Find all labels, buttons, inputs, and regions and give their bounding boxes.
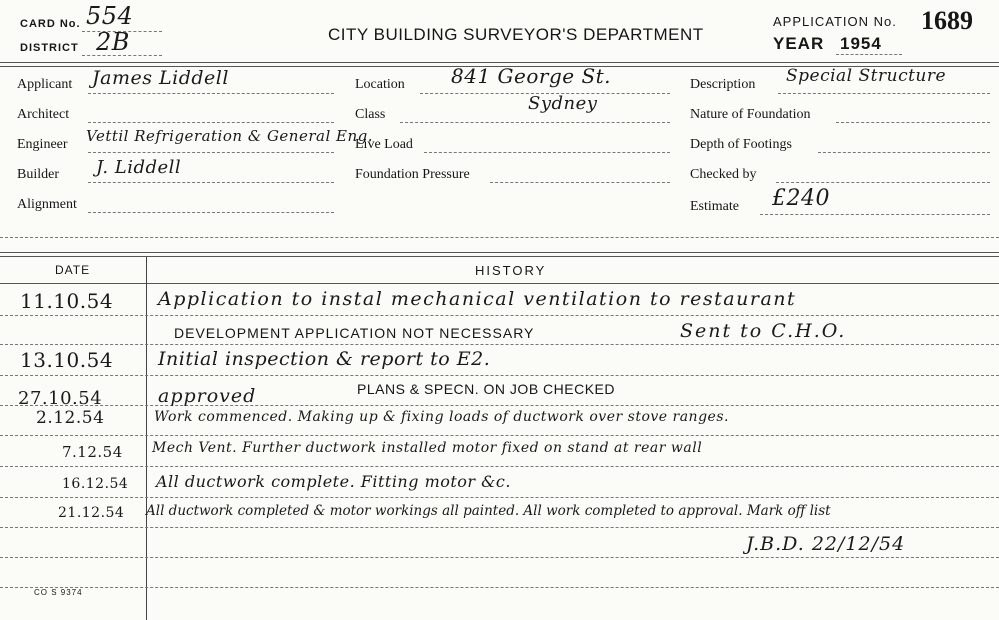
description-label: Description [690,77,756,92]
history-text: Work commenced. Making up & fixing loads of ductwork over stove ranges. [154,409,729,425]
details-bottom-dash [0,237,999,238]
history-date: 13.10.54 [20,348,114,372]
year-label: YEAR [773,34,825,53]
year-value: 1954 [840,34,882,53]
builder-value: J. Liddell [96,157,182,178]
history-text: All ductwork completed & motor workings all painted. All work completed to approval. Mark off list [146,503,831,519]
history-text: Mech Vent. Further ductwork installed motor fixed on stand at rear wall [152,440,703,456]
foundation-pressure-label: Foundation Pressure [355,167,470,182]
location-value: 841 George St. [451,64,612,88]
history-row-line [0,315,999,316]
details-bottom-rule-2 [0,256,999,257]
architect-line [88,122,334,123]
class-value: Sydney [528,93,598,114]
history-row-line [0,344,999,345]
estimate-value: £240 [772,186,830,211]
class-label: Class [355,107,386,122]
district-line [82,55,162,56]
date-column-divider [146,257,147,620]
development-stamp: DEVELOPMENT APPLICATION NOT NECESSARY [174,325,535,341]
architect-label: Architect [17,107,70,122]
history-row-line [0,497,999,498]
details-top-rule [0,62,999,63]
description-value: Special Structure [786,66,947,86]
details-bottom-rule [0,252,999,253]
builder-label: Builder [17,167,59,182]
history-text: Application to instal mechanical ventilation to restaurant [158,288,797,310]
history-text: All ductwork complete. Fitting motor &c. [156,472,511,491]
history-date: 11.10.54 [20,289,114,313]
alignment-label: Alignment [17,197,77,212]
checked-by-label: Checked by [690,167,757,182]
checked-by-line [776,182,990,183]
history-header: HISTORY [475,263,547,278]
card-no-label: CARD No. [20,18,81,30]
department-title: CITY BUILDING SURVEYOR'S DEPARTMENT [328,25,704,44]
year-line [836,54,902,55]
foundation-pressure-line [490,182,670,183]
class-line [400,122,670,123]
live-load-line [424,152,670,153]
history-row-line [0,587,999,588]
description-line [778,93,990,94]
applicant-value: James Liddell [92,67,229,89]
depth-of-footings-line [818,152,990,153]
history-date: 2.12.54 [36,408,105,428]
plans-stamp: PLANS & SPECN. ON JOB CHECKED [357,381,616,397]
signature: J.B.D. 22/12/54 [746,533,906,555]
history-row-line [0,527,999,528]
location-label: Location [355,77,405,92]
form-code: CO S 9374 [34,588,83,597]
history-date: 21.12.54 [58,505,125,521]
history-row-line [0,375,999,376]
engineer-label: Engineer [17,137,68,152]
history-text: approved [158,385,257,407]
history-row-line [0,435,999,436]
applicant-line [88,93,334,94]
estimate-line [760,214,990,215]
history-date: 16.12.54 [62,476,129,492]
applicant-label: Applicant [17,77,73,92]
history-text: Initial inspection & report to E2. [158,348,491,370]
application-no-label: APPLICATION No. [773,14,897,29]
history-text: Sent to C.H.O. [680,320,847,342]
history-header-rule [0,283,999,284]
live-load-label: Live Load [355,137,413,152]
estimate-label: Estimate [690,199,739,214]
card-no-value: 554 [86,2,134,30]
nature-of-foundation-label: Nature of Foundation [690,107,811,122]
engineer-line [88,152,334,153]
history-date: 7.12.54 [62,443,123,461]
district-label: DISTRICT [20,42,79,54]
depth-of-footings-label: Depth of Footings [690,137,792,152]
history-row-line [0,557,999,558]
builder-line [88,182,334,183]
nature-of-foundation-line [836,122,990,123]
engineer-value: Vettil Refrigeration & General Eng. [86,127,373,145]
history-date: 27.10.54 [18,388,103,409]
history-row-line [0,466,999,467]
application-no-value: 1689 [921,6,973,35]
date-header: DATE [55,263,91,277]
alignment-line [88,212,334,213]
district-value: 2B [96,28,130,56]
history-row-line [0,405,999,406]
